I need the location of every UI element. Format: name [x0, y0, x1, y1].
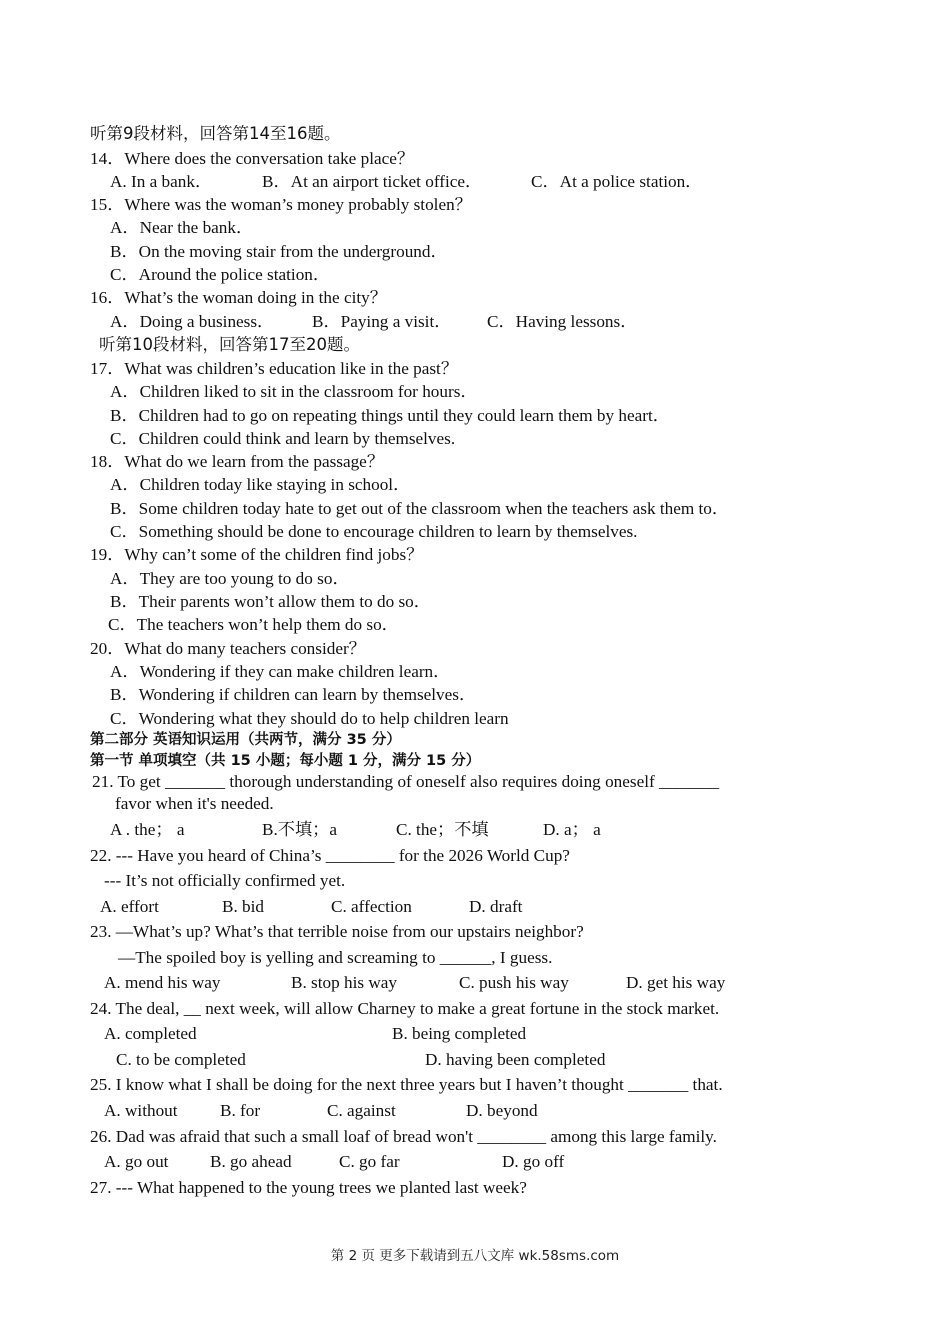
question-25-option-c: C. against	[327, 1101, 396, 1120]
part2-section1-title: 第一节 单项填空（共 15 小题；每小题 1 分，满分 15 分）	[90, 753, 481, 769]
question-15-option-b: B．On the moving stair from the underground．	[110, 242, 448, 261]
question-17-stem: 17．What was children’s education like in the past？	[90, 359, 459, 378]
question-23-option-b: B. stop his way	[291, 973, 397, 992]
question-18-stem: 18．What do we learn from the passage？	[90, 452, 385, 471]
question-20-option-c: C．Wondering what they should do to help children learn	[110, 709, 509, 728]
question-19-option-a: A．They are too young to do so．	[110, 569, 350, 588]
question-23-stem: 23. —What’s up? What’s that terrible noise from our upstairs neighbor?	[90, 922, 584, 941]
question-25-option-a: A. without	[104, 1101, 178, 1120]
page-footer: 第 2 页 更多下载请到五八文库 wk.58sms.com	[330, 1248, 620, 1264]
question-24-option-d: D. having been completed	[425, 1050, 606, 1069]
question-21-option-b: B.不填；a	[262, 820, 337, 839]
question-24-option-a: A. completed	[104, 1024, 197, 1043]
question-21-stem: 21. To get _______ thorough understanding of oneself also requires doing oneself _______	[92, 772, 720, 791]
question-19-stem: 19．Why can’t some of the children find jobs？	[90, 545, 424, 564]
question-25-stem: 25. I know what I shall be doing for the next three years but I haven’t thought _______ that.	[90, 1075, 723, 1094]
question-16-stem: 16．What’s the woman doing in the city？	[90, 288, 387, 307]
question-20-option-b: B．Wondering if children can learn by themselves．	[110, 685, 477, 704]
question-16-option-a: A．Doing a business．	[110, 312, 275, 331]
question-26-option-d: D. go off	[502, 1152, 565, 1171]
section-header-listening-10: 听第10段材料，回答第17至20题。	[99, 335, 360, 354]
question-22-reply: --- It’s not officially confirmed yet.	[104, 871, 346, 890]
question-22-option-d: D. draft	[469, 897, 523, 916]
question-22-option-b: B. bid	[222, 897, 265, 916]
question-23-option-c: C. push his way	[459, 973, 569, 992]
question-18-option-b: B．Some children today hate to get out of the classroom when the teachers ask them to．	[110, 499, 730, 518]
question-24-option-b: B. being completed	[392, 1024, 527, 1043]
question-23-option-a: A. mend his way	[104, 973, 221, 992]
question-14-option-b: B．At an airport ticket office．	[262, 172, 483, 191]
question-15-option-c: C．Around the police station．	[110, 265, 331, 284]
question-19-option-b: B．Their parents won’t allow them to do so．	[110, 592, 431, 611]
question-26-option-b: B. go ahead	[210, 1152, 292, 1171]
part2-title: 第二部分 英语知识运用（共两节，满分 35 分）	[90, 732, 401, 748]
question-23-reply: —The spoiled boy is yelling and screaming to ______, I guess.	[118, 948, 553, 967]
question-17-option-a: A．Children liked to sit in the classroom for hours．	[110, 382, 478, 401]
question-23-option-d: D. get his way	[626, 973, 726, 992]
question-21-stem-cont: favor when it's needed.	[115, 794, 274, 813]
question-19-option-c: C．The teachers won’t help them do so．	[108, 615, 399, 634]
question-22-option-a: A. effort	[100, 897, 159, 916]
question-25-option-d: D. beyond	[466, 1101, 538, 1120]
question-26-option-c: C. go far	[339, 1152, 400, 1171]
question-14-option-a: A. In a bank．	[110, 172, 213, 191]
question-24-stem: 24. The deal, __ next week, will allow Charney to make a great fortune in the stock market.	[90, 999, 720, 1018]
question-17-option-b: B．Children had to go on repeating things until they could learn them by heart．	[110, 406, 670, 425]
question-20-option-a: A．Wondering if they can make children learn．	[110, 662, 451, 681]
question-21-option-a: A . the； a	[110, 820, 185, 839]
question-26-stem: 26. Dad was afraid that such a small loaf of bread won't ________ among this large family.	[90, 1127, 717, 1146]
question-24-option-c: C. to be completed	[116, 1050, 246, 1069]
question-25-option-b: B. for	[220, 1101, 261, 1120]
question-22-option-c: C. affection	[331, 897, 412, 916]
question-14-option-c: C．At a police station．	[531, 172, 703, 191]
question-17-option-c: C．Children could think and learn by themselves.	[110, 429, 456, 448]
question-15-stem: 15．Where was the woman’s money probably stolen？	[90, 195, 472, 214]
question-15-option-a: A．Near the bank．	[110, 218, 254, 237]
question-16-option-b: B．Paying a visit．	[312, 312, 452, 331]
question-14-stem: 14．Where does the conversation take place？	[90, 149, 415, 168]
question-26-option-a: A. go out	[104, 1152, 169, 1171]
section-header-listening-9: 听第9段材料，回答第14至16题。	[90, 124, 341, 143]
question-16-option-c: C．Having lessons．	[487, 312, 638, 331]
question-27-stem: 27. --- What happened to the young trees we planted last week?	[90, 1178, 527, 1197]
question-18-option-c: C．Something should be done to encourage children to learn by themselves.	[110, 522, 638, 541]
question-21-option-d: D. a； a	[543, 820, 601, 839]
question-22-stem: 22. --- Have you heard of China’s ________ for the 2026 World Cup?	[90, 846, 570, 865]
question-20-stem: 20．What do many teachers consider？	[90, 639, 366, 658]
question-21-option-c: C. the；不填	[396, 820, 489, 839]
question-18-option-a: A．Children today like staying in school．	[110, 475, 411, 494]
